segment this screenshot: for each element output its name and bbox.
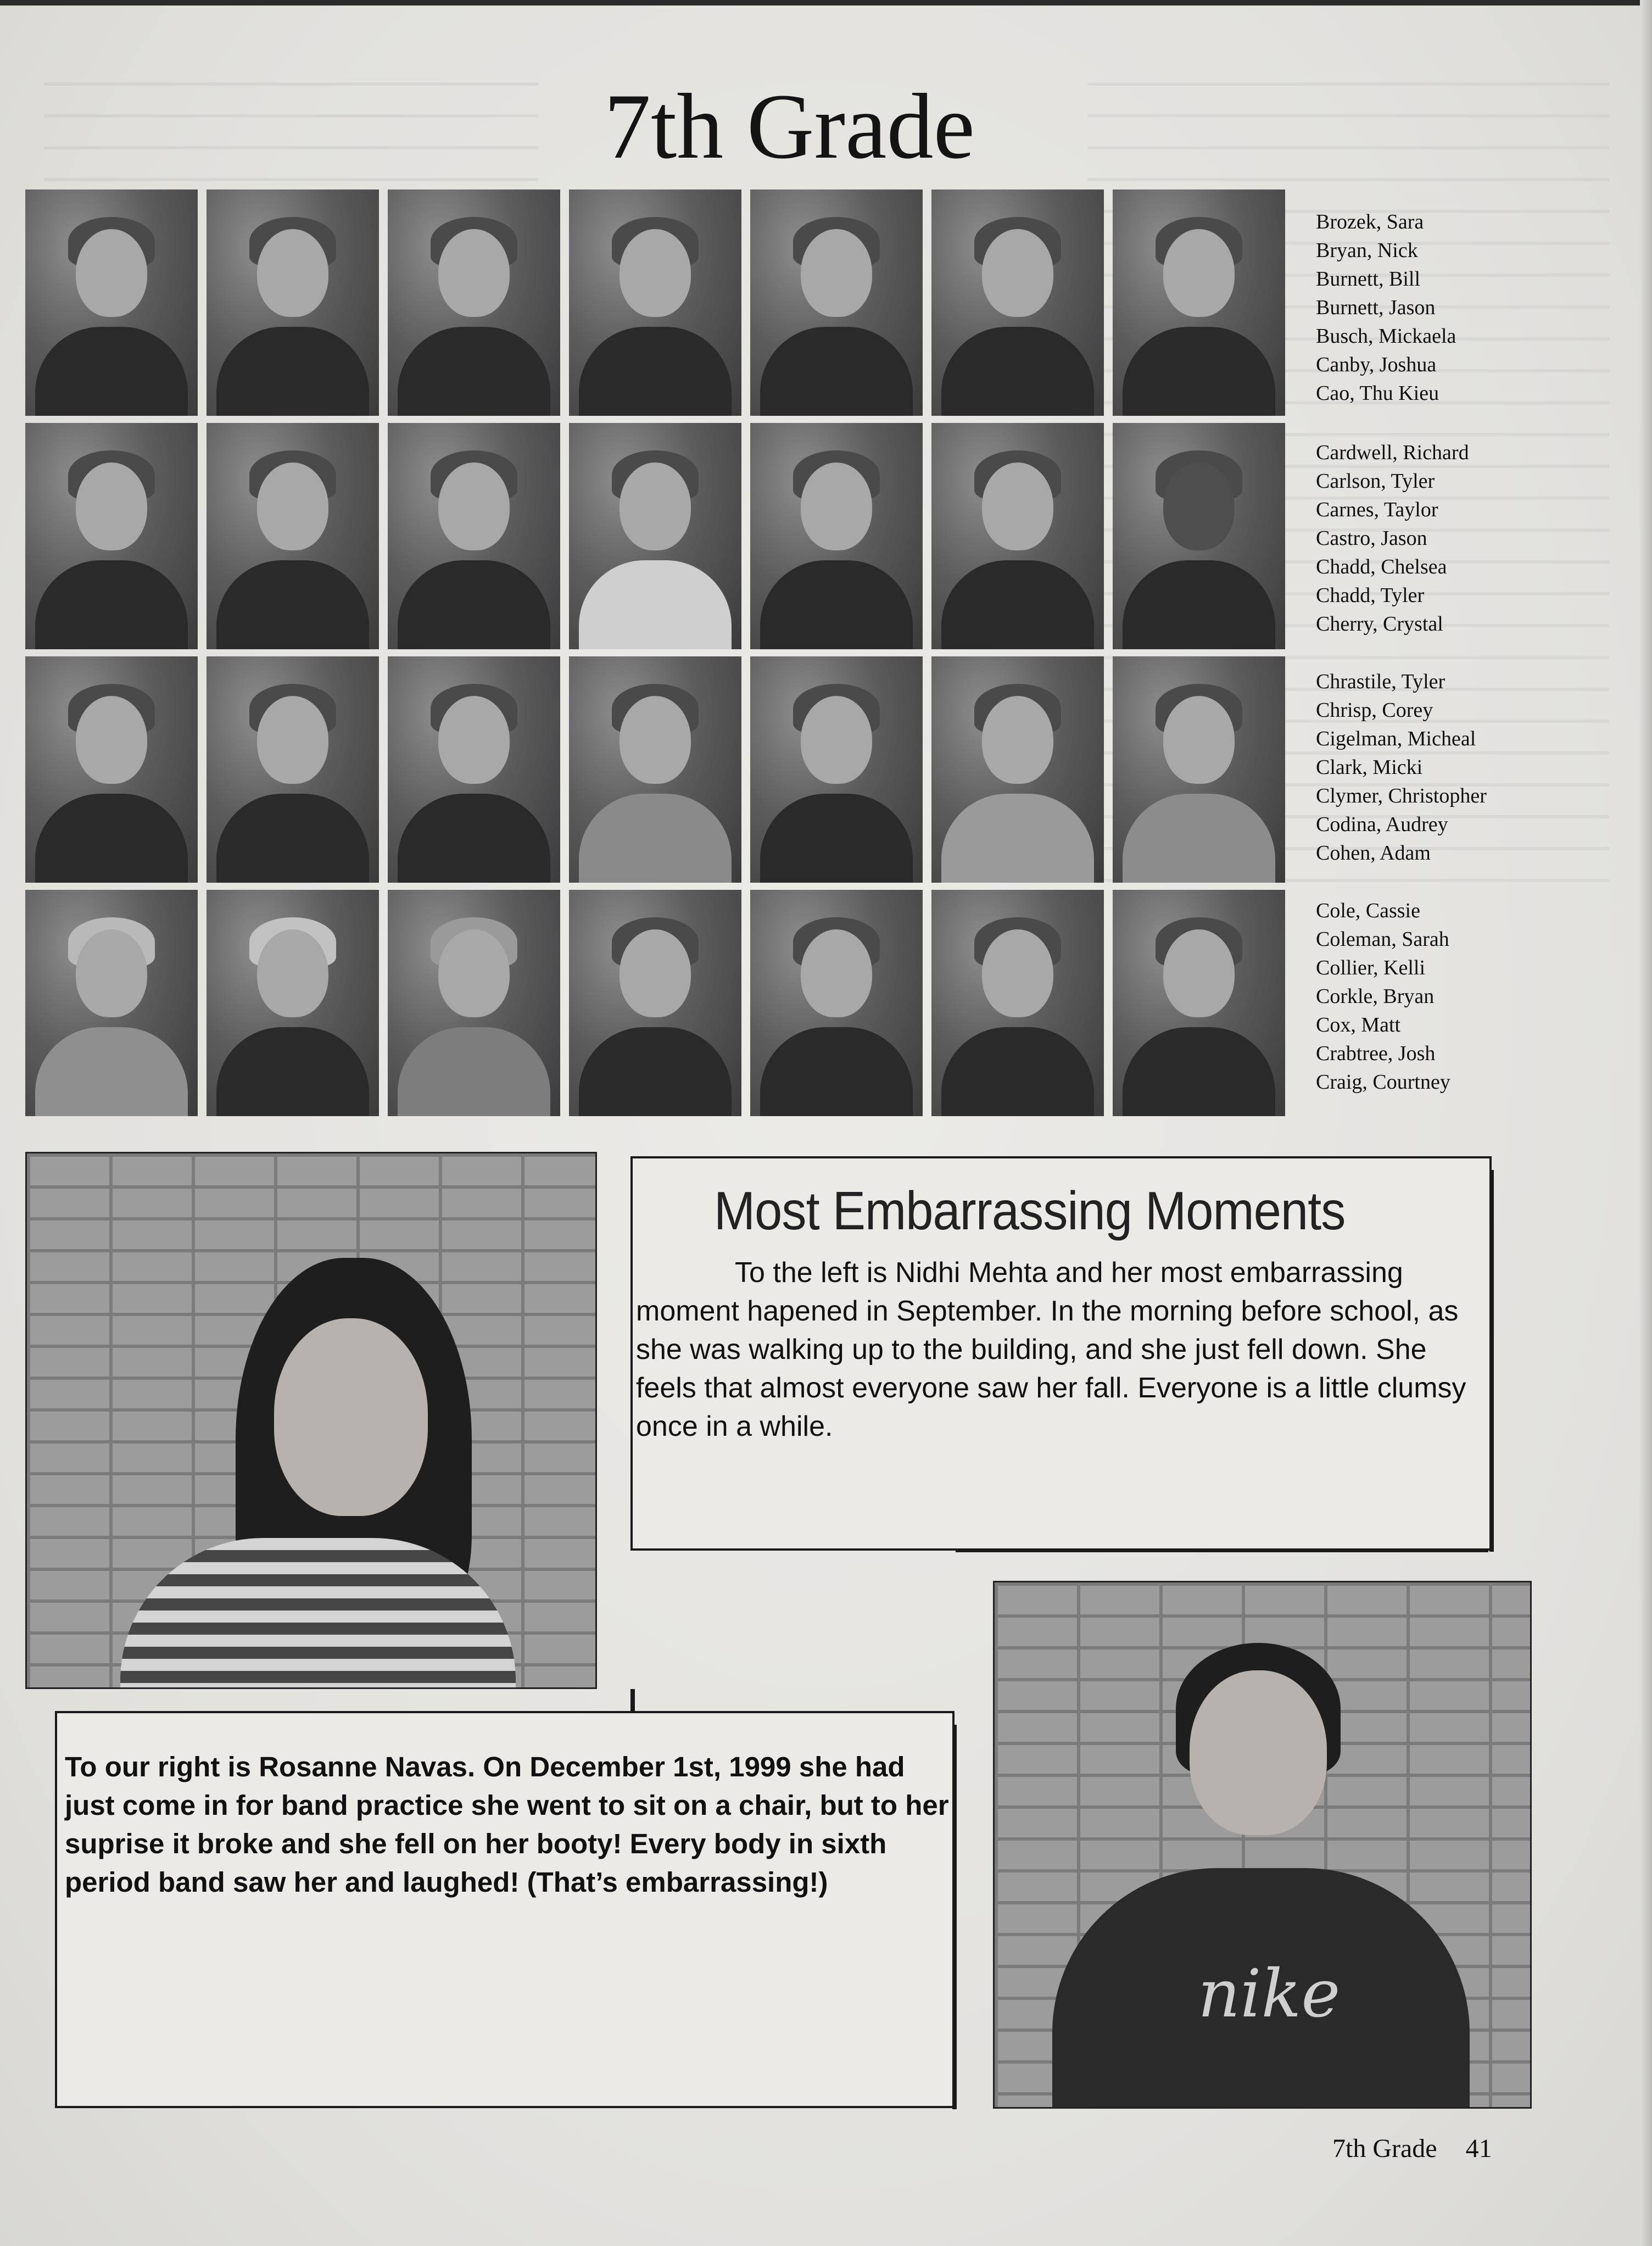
student-name: Chrastile, Tyler <box>1316 670 1446 693</box>
student-photo <box>388 190 560 416</box>
portrait-row <box>25 423 1284 649</box>
student-name: Cox, Matt <box>1316 1013 1401 1036</box>
student-name: Brozek, Sara <box>1316 210 1424 233</box>
student-photo <box>750 423 923 649</box>
student-name: Codina, Audrey <box>1316 813 1448 836</box>
bleed-through-text <box>44 82 538 192</box>
student-name: Collier, Kelli <box>1316 956 1425 979</box>
caption-top <box>636 1253 1471 1446</box>
page-top-edge <box>0 0 1652 5</box>
page-folio <box>1332 2133 1492 2164</box>
student-name: Cole, Cassie <box>1316 899 1420 922</box>
page-title: 7th Grade <box>604 75 975 178</box>
student-name: Canby, Joshua <box>1316 353 1437 376</box>
name-list <box>1316 667 1514 867</box>
folio-section: 7th Grade <box>1332 2134 1437 2163</box>
student-photo <box>25 890 198 1116</box>
student-name: Cardwell, Richard <box>1316 441 1469 464</box>
student-photo <box>931 656 1104 883</box>
student-name: Carnes, Taylor <box>1316 498 1438 521</box>
shirt-logo: nike <box>1198 1956 1341 2032</box>
student-name: Busch, Mickaela <box>1316 325 1456 348</box>
feature-heading: Most Embarrassing Moments <box>714 1180 1346 1241</box>
student-name: Burnett, Jason <box>1316 296 1436 319</box>
student-photo <box>388 423 560 649</box>
name-list <box>1316 896 1514 1096</box>
student-photo <box>750 190 923 416</box>
name-list <box>1316 208 1514 408</box>
student-name: Bryan, Nick <box>1316 239 1418 262</box>
box-shadow <box>630 1689 635 1711</box>
student-photo <box>206 190 379 416</box>
student-name: Craig, Courtney <box>1316 1071 1450 1094</box>
student-photo <box>569 190 741 416</box>
box-shadow <box>956 1549 1488 1552</box>
student-name: Corkle, Bryan <box>1316 985 1435 1008</box>
student-name: Chrisp, Corey <box>1316 699 1433 722</box>
student-photo <box>1113 423 1285 649</box>
student-name: Cigelman, Micheal <box>1316 727 1476 750</box>
student-name: Cao, Thu Kieu <box>1316 382 1439 405</box>
student-photo <box>1113 190 1285 416</box>
student-photo <box>206 890 379 1116</box>
student-photo <box>1113 890 1285 1116</box>
portrait-face <box>274 1318 428 1516</box>
student-photo <box>931 423 1104 649</box>
student-name: Carlson, Tyler <box>1316 470 1435 493</box>
student-photo <box>25 656 198 883</box>
student-photo <box>569 890 741 1116</box>
student-photo <box>206 423 379 649</box>
feature-photo-right <box>993 1581 1532 2109</box>
student-photo <box>569 423 741 649</box>
student-photo <box>569 656 741 883</box>
student-name: Castro, Jason <box>1316 527 1427 550</box>
caption-top-text: To the left is Nidhi Mehta and her most embarrassing moment hapened in September. In the morning before school, as she was walking up to the building, and she just fell down. She feels that almost everyone saw her fall. Everyone is a little clumsy once in a while. <box>636 1257 1466 1442</box>
caption-bottom: To our right is Rosanne Navas. On December 1st, 1999 she had just come in for band practice she went to sit on a chair, but to her suprise it broke and she fell on her booty! Every body in sixth period band saw her and laughed! (That’s embarrassing!) <box>65 1751 949 1898</box>
student-photo <box>931 890 1104 1116</box>
student-photo <box>206 656 379 883</box>
box-shadow <box>1489 1170 1494 1552</box>
portrait-row <box>25 656 1284 883</box>
portrait-face <box>1190 1670 1327 1835</box>
student-name: Cohen, Adam <box>1316 841 1431 865</box>
student-photo <box>931 190 1104 416</box>
student-photo <box>750 890 923 1116</box>
student-name: Burnett, Bill <box>1316 267 1420 291</box>
student-photo <box>388 890 560 1116</box>
name-list <box>1316 438 1514 638</box>
student-photo <box>388 656 560 883</box>
page-number: 41 <box>1465 2134 1492 2163</box>
student-name: Clymer, Christopher <box>1316 784 1487 807</box>
student-name: Cherry, Crystal <box>1316 612 1443 636</box>
portrait-row <box>25 190 1284 416</box>
student-photo <box>1113 656 1285 883</box>
student-photo <box>25 423 198 649</box>
page-right-edge <box>1640 0 1652 2246</box>
feature-photo-left <box>25 1152 597 1689</box>
student-name: Coleman, Sarah <box>1316 928 1449 951</box>
student-name: Clark, Micki <box>1316 756 1423 779</box>
student-photo <box>25 190 198 416</box>
student-name: Chadd, Chelsea <box>1316 555 1447 578</box>
student-name: Crabtree, Josh <box>1316 1042 1436 1065</box>
student-name: Chadd, Tyler <box>1316 584 1425 607</box>
student-photo <box>750 656 923 883</box>
portrait-row <box>25 890 1284 1116</box>
